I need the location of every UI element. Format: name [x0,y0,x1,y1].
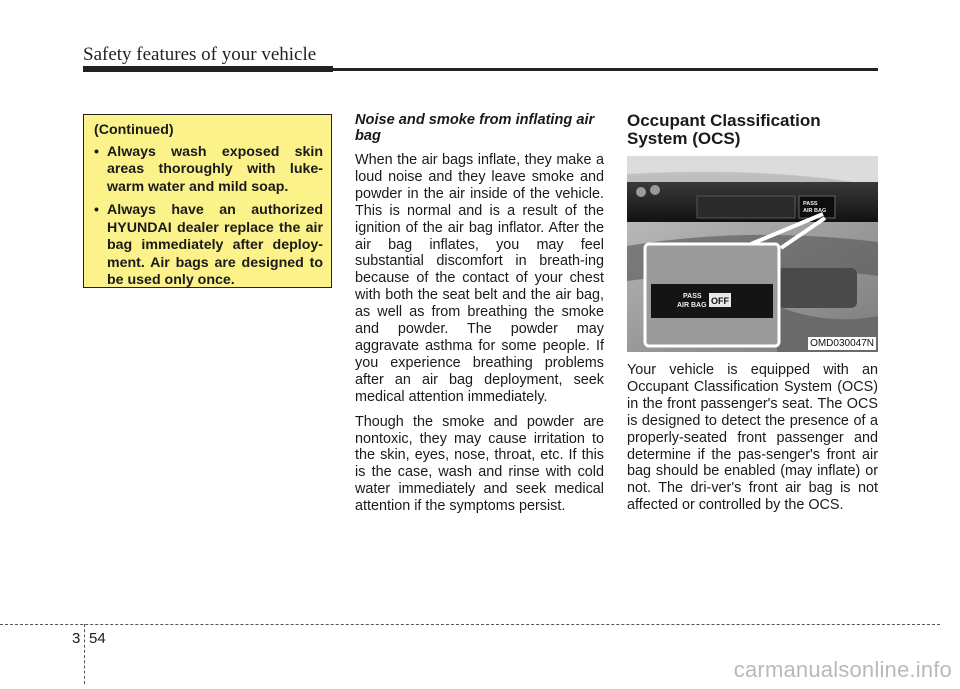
warning-box [83,114,332,288]
ocs-heading [627,112,878,148]
image-code-label: OMD030047N [810,338,874,349]
dashboard-illustration [627,156,878,352]
large-indicator-line: PASS [683,293,702,300]
page-header-title: Safety features of your vehicle [83,44,317,65]
noise-heading: Noise and smoke from inflating air bag [355,112,595,144]
noise-paragraph: When the air bags inflate, they make a loud noise and they leave smoke and powder in the air inside of the vehicle. This is normal and is a result of the ignition of the air bag inflator. After the air bag inflates, you may feel substantial discomfort in breath-ing because of the contact of your chest with both the seat belt and the air bag, as well as from breathing the smoke and powder. The powder may aggravate asthma for some people. If you experience breathing problems after an air bag deployment, seek medical attention immediately. [355,152,604,405]
header-rule-accent [83,66,333,72]
ocs-heading-line: Occupant Classification [627,111,821,130]
page-number: 54 [89,630,106,647]
ocs-heading-line: System (OCS) [627,129,741,148]
warning-item [94,202,323,290]
ocs-paragraph: Your vehicle is equipped with an Occupant Classification System (OCS) in the front passenger's seat. The OCS is designed to detect the presence of a properly-seated front passenger and determine if the pas-senger's front air bag should be enabled (may inflate) or not. The dri-ver's front air bag is not affected or controlled by the OCS. [627,362,878,514]
warning-continued: (Continued) [94,122,174,138]
watermark: carmanualsonline.info [733,657,952,682]
warning-item-text: Always wash exposed skin areas thoroughly with luke-warm water and mild soap. [107,143,323,195]
bullet-icon: • [94,202,99,218]
warning-item-text: Always have an authorized HYUNDAI dealer replace the air bag immediately after deploy-ment. Air bags are designed to be used only once. [107,202,323,288]
bullet-icon: • [94,143,99,160]
footer-rule [0,624,940,625]
small-indicator-line: PASS [803,201,818,207]
noise-section [355,112,604,523]
ocs-indicator-photo [627,156,878,352]
small-indicator-line: AIR BAG [803,208,827,214]
ocs-section [627,112,878,522]
large-indicator-off: OFF [711,296,729,306]
chapter-number: 3 [72,630,81,647]
large-indicator-line: AIR BAG [677,302,707,309]
warning-item [94,144,323,197]
noise-paragraph: Though the smoke and powder are nontoxic, they may cause irritation to the skin, eyes, nose, throat, etc. If this is the case, wash and rinse with cold water immediately and seek medical attention if the symptoms persist. [355,413,604,515]
footer-divider [84,624,85,684]
